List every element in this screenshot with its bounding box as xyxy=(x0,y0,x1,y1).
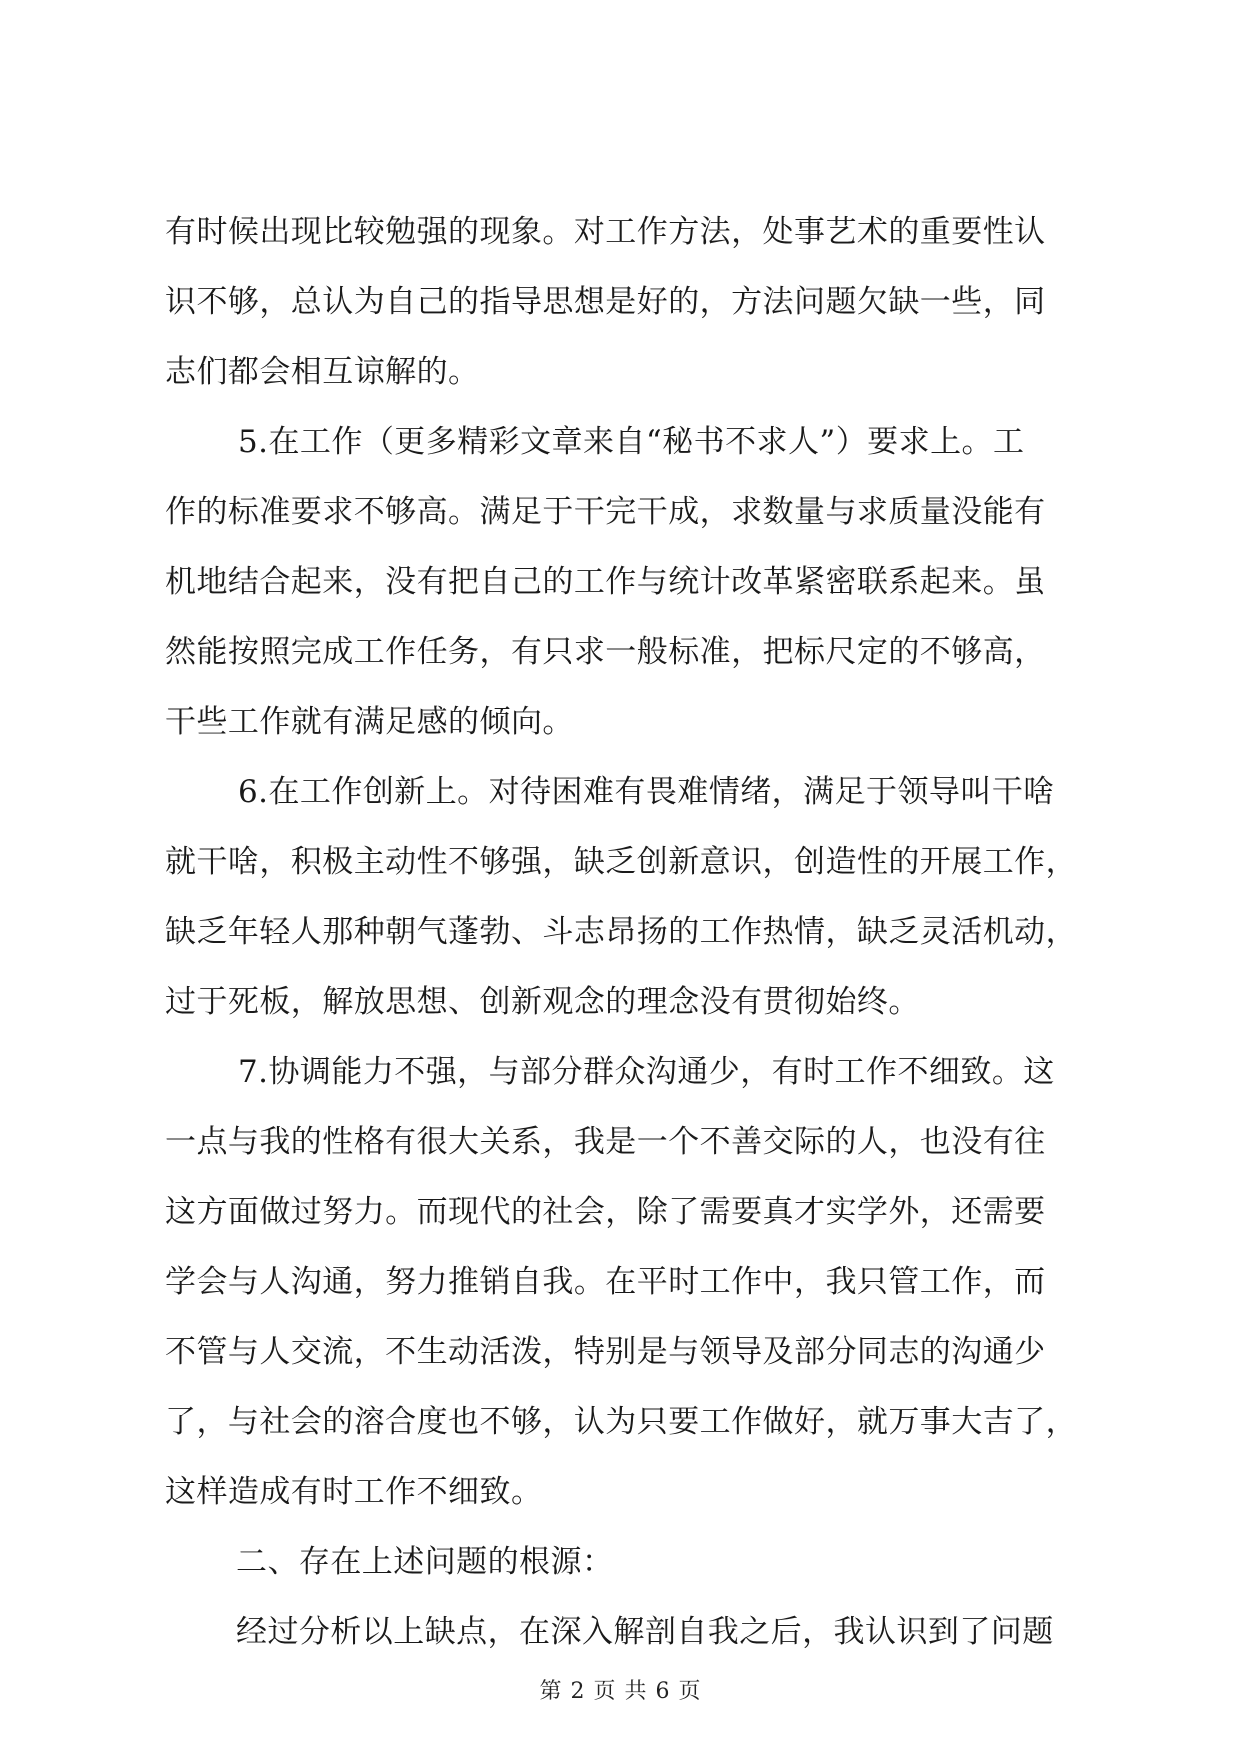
paragraph-5-start: 5.在工作（更多精彩文章来自“秘书不求人”）要求上。工 xyxy=(238,424,1025,460)
text-line: 作的标准要求不够高。满足于干完干成，求数量与求质量没能有 xyxy=(165,494,1046,530)
paragraph-7-start: 7.协调能力不强，与部分群众沟通少，有时工作不细致。这 xyxy=(238,1054,1055,1090)
text-line: 这方面做过努力。而现代的社会，除了需要真才实学外，还需要 xyxy=(165,1194,1046,1230)
paragraph-6-start: 6.在工作创新上。对待困难有畏难情绪，满足于领导叫干啥 xyxy=(238,774,1055,810)
paragraph-start: 经过分析以上缺点，在深入解剖自我之后，我认识到了问题 xyxy=(236,1614,1054,1650)
page-number-footer: 第 2 页 共 6 页 xyxy=(539,1679,702,1704)
text-line: 缺乏年轻人那种朝气蓬勃、斗志昂扬的工作热情，缺乏灵活机动， xyxy=(165,914,1078,950)
text-line: 就干啥，积极主动性不够强，缺乏创新意识，创造性的开展工作， xyxy=(165,844,1078,880)
text-line: 有时候出现比较勉强的现象。对工作方法，处事艺术的重要性认 xyxy=(165,214,1046,250)
text-line: 然能按照完成工作任务，有只求一般标准，把标尺定的不够高， xyxy=(165,634,1046,670)
text-line: 识不够，总认为自己的指导思想是好的，方法问题欠缺一些，同 xyxy=(165,284,1046,320)
section-heading: 二、存在上述问题的根源： xyxy=(236,1544,614,1580)
text-line: 一点与我的性格有很大关系，我是一个不善交际的人，也没有往 xyxy=(165,1124,1046,1160)
text-line: 不管与人交流，不生动活泼，特别是与领导及部分同志的沟通少 xyxy=(165,1334,1046,1370)
text-line: 过于死板，解放思想、创新观念的理念没有贯彻始终。 xyxy=(165,984,920,1020)
text-line: 干些工作就有满足感的倾向。 xyxy=(165,704,574,740)
text-line: 志们都会相互谅解的。 xyxy=(165,354,480,390)
text-line: 机地结合起来，没有把自己的工作与统计改革紧密联系起来。虽 xyxy=(165,564,1046,600)
text-line: 学会与人沟通，努力推销自我。在平时工作中，我只管工作，而 xyxy=(165,1264,1046,1300)
text-line: 了，与社会的溶合度也不够，认为只要工作做好，就万事大吉了， xyxy=(165,1404,1078,1440)
text-line: 这样造成有时工作不细致。 xyxy=(165,1474,543,1510)
